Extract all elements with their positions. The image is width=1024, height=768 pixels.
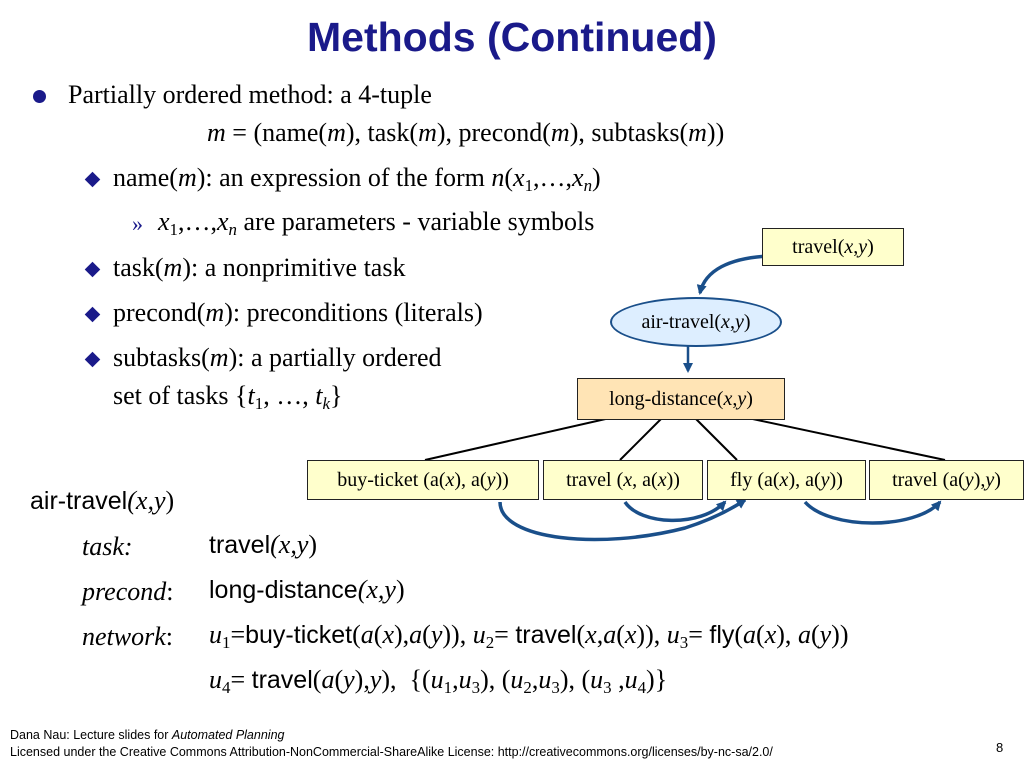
subtask-box: buy-ticket (a( x ), a( y )) bbox=[307, 460, 539, 500]
footer-book-title: Automated Planning bbox=[171, 728, 285, 742]
task-label: task: bbox=[82, 532, 133, 561]
network-line-1: $u_1=buy-ticket(a(x),a(y))$, $u_2=$ travel(x,a(x)), $u_3= fly(a(x)$, a(y)) bbox=[209, 620, 849, 653]
sub-sub-bullet-params: $x_1,\dots,x_n$ are parameters - variable symbols bbox=[158, 207, 595, 240]
sub-bullet-task: task(m): a nonprimitive task bbox=[113, 253, 406, 282]
subtask-edge bbox=[425, 418, 610, 460]
subtask-edge bbox=[695, 418, 737, 460]
subtask-edge bbox=[620, 418, 662, 460]
tuple-definition: m = (name(m), task(m), precond(m), subtasks(m)) bbox=[207, 118, 725, 147]
ordering-arrow-u3-u4 bbox=[805, 502, 940, 523]
footer-prefix: Dana Nau: Lecture slides for bbox=[10, 728, 172, 742]
ordering-arrow-u1-u3 bbox=[500, 500, 745, 540]
bullet-main: Partially ordered method: a 4-tuple bbox=[68, 80, 432, 109]
raquo-bullet-icon: » bbox=[132, 211, 143, 236]
subtask-box: fly (a( x ), a( y )) bbox=[707, 460, 866, 500]
subtask-box: travel ( x , a( x )) bbox=[543, 460, 703, 500]
precond-box: long-distance( x , y ) bbox=[577, 378, 785, 420]
method-name: air-travel(x,y) bbox=[30, 486, 175, 515]
subtask-edge bbox=[748, 418, 945, 460]
sub-bullet-subtasks: subtasks(m): a partially ordered bbox=[113, 343, 442, 372]
method-oval: air-travel( x , y ) bbox=[610, 297, 782, 347]
sub-bullet-subtasks-2: set of tasks {$t_1$, …, $t_k$} bbox=[113, 381, 343, 414]
decomposes-arrow bbox=[700, 256, 768, 293]
network-label: network: bbox=[82, 622, 173, 651]
precond-label: precond: bbox=[82, 577, 174, 606]
footer-license: Licensed under the Creative Commons Attribution-NonCommercial-ShareAlike License: http://creativecommons.org/licenses/by-nc-sa/2.0/ bbox=[10, 745, 773, 759]
task-value: travel(x,y) bbox=[209, 530, 318, 559]
slide-title: Methods (Continued) bbox=[307, 14, 717, 60]
sub-bullet-precond: precond(m): preconditions (literals) bbox=[113, 298, 483, 327]
footer-credit bbox=[10, 728, 284, 742]
sub-bullet-name: name(m): an expression of the form $n(x_1,\dots,x_n)$ bbox=[113, 163, 601, 196]
subtask-box: travel (a( y ), y ) bbox=[869, 460, 1024, 500]
network-line-2: $u_4=$ travel(a(y),y), {$(u_1,u_3)$, $(u_2,u_3)$, ($u_3$ $,u_4$)} bbox=[209, 665, 668, 698]
top-task-box: travel( x , y ) bbox=[762, 228, 904, 266]
page-number: 8 bbox=[996, 740, 1004, 755]
precond-value: long-distance(x,y) bbox=[209, 575, 405, 604]
